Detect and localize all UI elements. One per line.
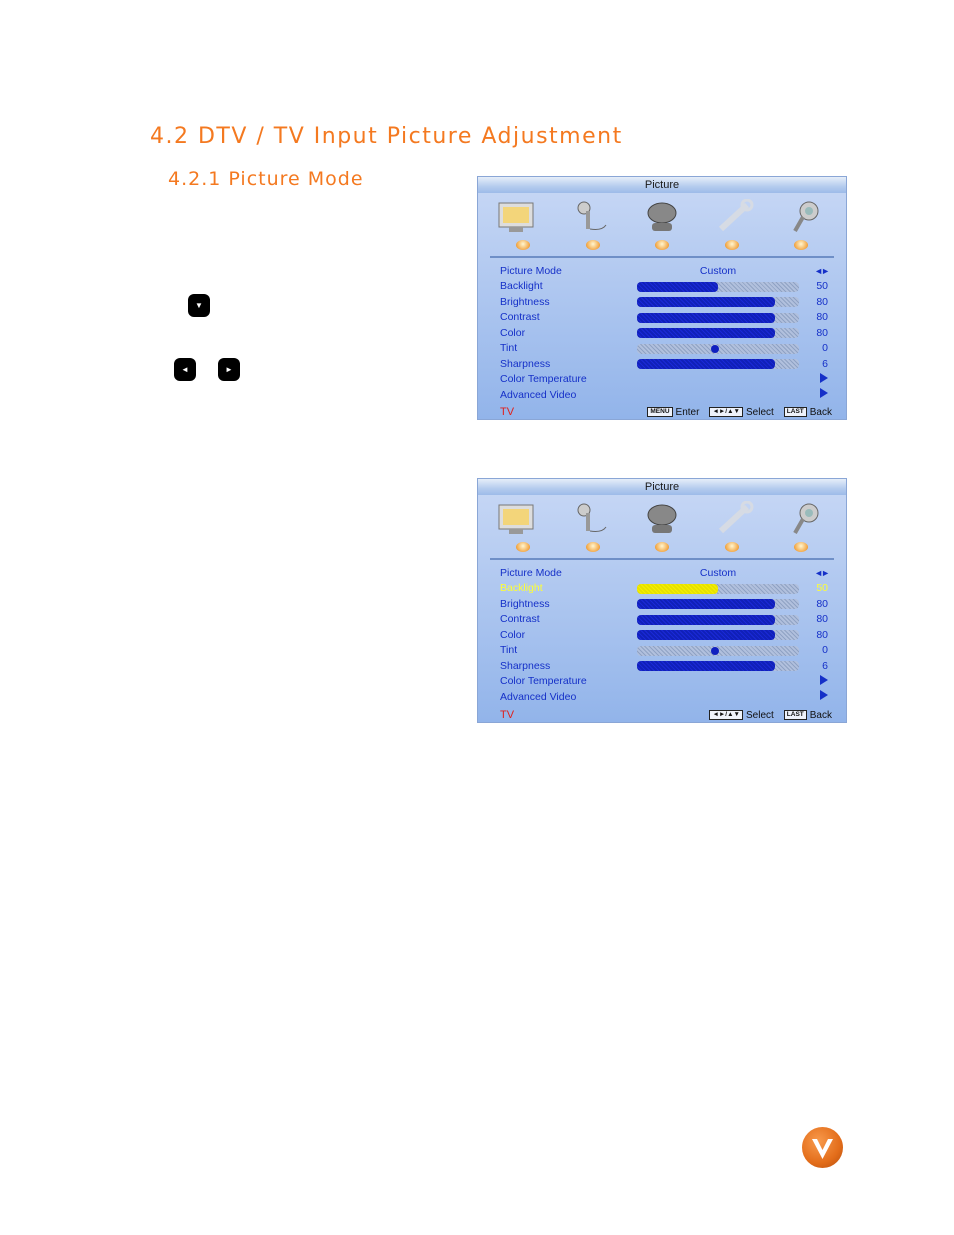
input-source-label: TV (500, 406, 515, 418)
menu-item-label: Color (500, 326, 526, 339)
back-hint: Back (809, 709, 832, 721)
back-hint: Back (809, 406, 832, 418)
audio-icon[interactable] (565, 499, 615, 539)
category-indicator (725, 542, 739, 552)
menu-item-label: Picture Mode (500, 566, 562, 579)
picture-mode-value: Custom (699, 566, 737, 579)
category-indicator (655, 240, 669, 250)
submenu-arrow-icon (820, 373, 828, 383)
menu-item-label: Sharpness (500, 357, 551, 370)
brightness-row[interactable] (500, 596, 830, 612)
menu-item-label: Tint (500, 342, 518, 355)
picture-icon[interactable] (492, 499, 542, 539)
backlight-value: 50 (816, 582, 828, 595)
enter-hint: Enter (675, 406, 700, 418)
subsection-heading: 4.2.1 Picture Mode (168, 168, 364, 190)
nav-key-icon: ◄►/▲▼ (709, 407, 743, 417)
brightness-value: 80 (816, 295, 828, 308)
category-indicator (725, 240, 739, 250)
menu-item-label: Tint (500, 644, 518, 657)
menu-item-label: Color Temperature (500, 373, 587, 386)
picture-mode-value: Custom (699, 264, 737, 277)
submenu-arrow-icon (820, 690, 828, 700)
sharpness-value: 6 (822, 357, 828, 370)
picture-settings-list (500, 565, 830, 705)
advanced-video-row[interactable] (500, 387, 830, 403)
menu-divider (490, 256, 834, 258)
category-indicator (516, 542, 530, 552)
slider-fill[interactable] (637, 328, 775, 338)
slider-fill[interactable] (637, 313, 775, 323)
contrast-value: 80 (816, 613, 828, 626)
tv-tuner-icon[interactable] (637, 197, 687, 237)
brightness-row[interactable] (500, 294, 830, 310)
section-heading: 4.2 DTV / TV Input Picture Adjustment (150, 124, 623, 149)
backlight-row-selected[interactable] (500, 581, 830, 597)
sharpness-row[interactable] (500, 356, 830, 372)
category-indicator (794, 542, 808, 552)
input-source-label: TV (500, 709, 515, 721)
menu-item-label: Advanced Video (500, 690, 577, 703)
menu-item-label: Advanced Video (500, 388, 577, 401)
osd-title: Picture (478, 479, 846, 495)
slider-fill[interactable] (637, 599, 775, 609)
osd-picture-menu (477, 176, 847, 420)
picture-icon[interactable] (492, 197, 542, 237)
advanced-video-row[interactable] (500, 689, 830, 705)
setup-icon[interactable] (710, 499, 760, 539)
menu-item-label: Contrast (500, 613, 540, 626)
last-key-icon: LAST (784, 407, 807, 417)
slider-fill[interactable] (637, 615, 775, 625)
menu-item-label: Color Temperature (500, 675, 587, 688)
remote-left-button: ◄ (174, 358, 196, 381)
parental-lock-icon[interactable] (782, 499, 832, 539)
tint-row[interactable] (500, 643, 830, 659)
osd-picture-menu-selected (477, 478, 847, 723)
slider-fill[interactable] (637, 297, 775, 307)
contrast-row[interactable] (500, 612, 830, 628)
category-indicator (586, 240, 600, 250)
osd-title: Picture (478, 177, 846, 193)
sharpness-value: 6 (822, 659, 828, 672)
menu-item-label: Picture Mode (500, 264, 562, 277)
submenu-arrow-icon (820, 675, 828, 685)
slider-fill[interactable] (637, 584, 718, 594)
tv-tuner-icon[interactable] (637, 499, 687, 539)
left-right-arrows-icon: ◄► (814, 265, 828, 276)
slider-fill[interactable] (637, 282, 718, 292)
backlight-value: 50 (816, 280, 828, 293)
brightness-value: 80 (816, 597, 828, 610)
audio-icon[interactable] (565, 197, 615, 237)
backlight-row[interactable] (500, 279, 830, 295)
remote-down-button: ▼ (188, 294, 210, 317)
category-indicator (586, 542, 600, 552)
menu-item-label: Contrast (500, 311, 540, 324)
category-indicator (516, 240, 530, 250)
color-value: 80 (816, 326, 828, 339)
category-indicator (794, 240, 808, 250)
nav-key-icon: ◄►/▲▼ (709, 710, 743, 720)
menu-item-label: Backlight (500, 582, 543, 595)
tint-knob[interactable] (711, 647, 719, 655)
menu-item-label: Brightness (500, 597, 550, 610)
color-row[interactable] (500, 325, 830, 341)
color-temperature-row[interactable] (500, 674, 830, 690)
select-hint: Select (745, 709, 774, 721)
color-row[interactable] (500, 627, 830, 643)
menu-item-label: Brightness (500, 295, 550, 308)
osd-footer (478, 405, 846, 419)
contrast-row[interactable] (500, 310, 830, 326)
picture-settings-list (500, 263, 830, 403)
select-hint: Select (745, 406, 774, 418)
slider-fill[interactable] (637, 630, 775, 640)
last-key-icon: LAST (784, 710, 807, 720)
vizio-logo-icon (802, 1127, 843, 1168)
menu-item-label: Color (500, 628, 526, 641)
contrast-value: 80 (816, 311, 828, 324)
left-right-arrows-icon: ◄► (814, 567, 828, 578)
color-value: 80 (816, 628, 828, 641)
tint-row[interactable] (500, 341, 830, 357)
tint-value: 0 (822, 342, 828, 355)
sharpness-row[interactable] (500, 658, 830, 674)
picture-mode-row[interactable] (500, 565, 830, 581)
tint-value: 0 (822, 644, 828, 657)
parental-lock-icon[interactable] (782, 197, 832, 237)
menu-divider (490, 558, 834, 560)
osd-footer (478, 708, 846, 722)
color-temperature-row[interactable] (500, 372, 830, 388)
submenu-arrow-icon (820, 388, 828, 398)
slider-fill[interactable] (637, 661, 775, 671)
picture-mode-row[interactable] (500, 263, 830, 279)
slider-fill[interactable] (637, 359, 775, 369)
menu-key-icon: MENU (647, 407, 672, 417)
setup-icon[interactable] (710, 197, 760, 237)
remote-right-button: ► (218, 358, 240, 381)
menu-item-label: Backlight (500, 280, 543, 293)
tint-knob[interactable] (711, 345, 719, 353)
category-indicator (655, 542, 669, 552)
menu-item-label: Sharpness (500, 659, 551, 672)
